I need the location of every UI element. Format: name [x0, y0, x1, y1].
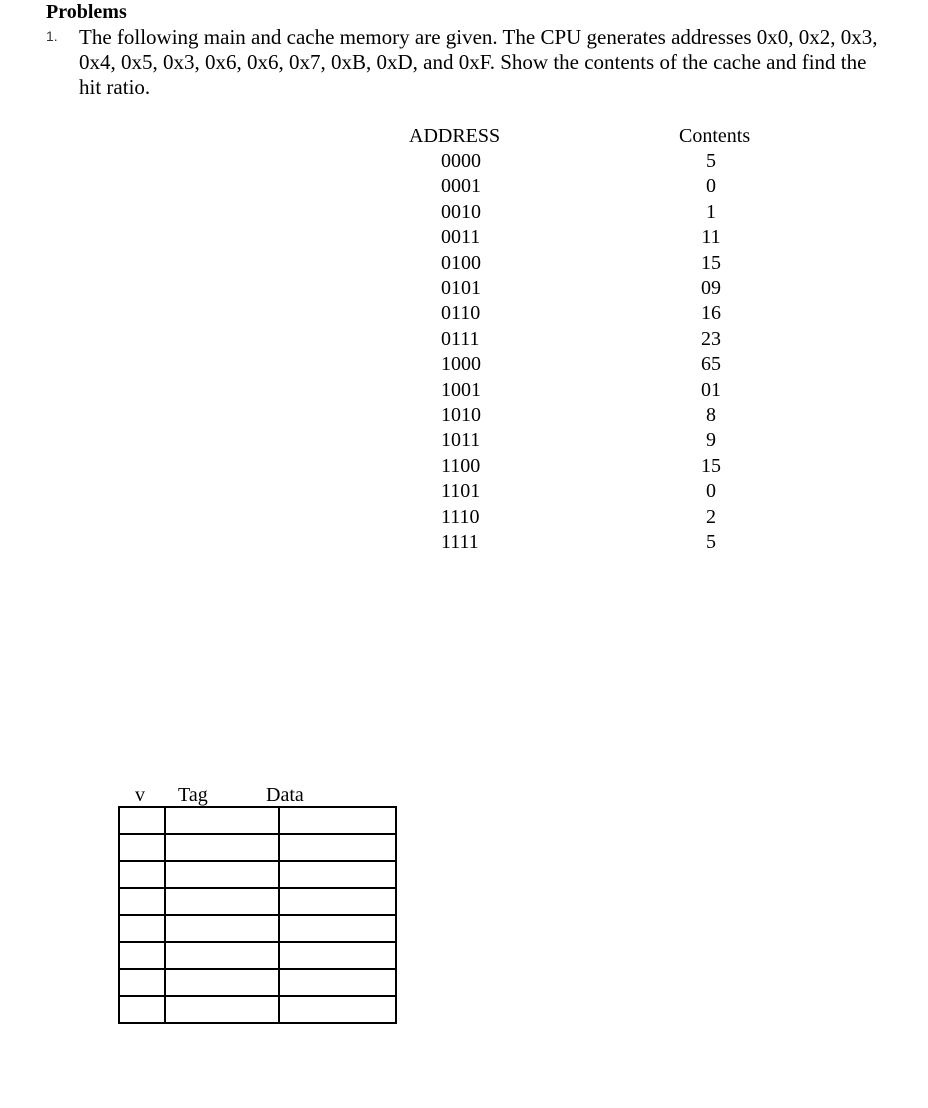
- cache-data-cell: [279, 834, 396, 861]
- cache-row: [119, 915, 396, 942]
- memory-contents: 15: [701, 251, 721, 274]
- cache-valid-cell: [119, 861, 165, 888]
- memory-address: 0110: [441, 302, 481, 325]
- memory-contents: 09: [701, 277, 721, 299]
- memory-row: [0, 200, 928, 225]
- memory-contents: 01: [701, 378, 721, 401]
- cache-tag-cell: [165, 969, 279, 996]
- cache-valid-cell: [119, 915, 165, 942]
- section-heading: Problems: [46, 1, 127, 23]
- memory-address: 1101: [441, 480, 481, 503]
- memory-row: [0, 276, 928, 301]
- cache-tag-cell: [165, 861, 279, 888]
- memory-address: 0111: [441, 327, 480, 350]
- memory-row: [0, 174, 928, 199]
- cache-valid-label: v: [135, 784, 145, 806]
- memory-address: 0101: [441, 277, 481, 299]
- memory-address: 1110: [441, 505, 480, 528]
- cache-data-cell: [279, 888, 396, 915]
- memory-contents: 16: [701, 302, 721, 325]
- cache-row: [119, 834, 396, 861]
- contents-column-header: Contents: [679, 125, 751, 147]
- cache-table: [118, 806, 397, 1024]
- cache-tag-cell: [165, 942, 279, 969]
- cache-data-cell: [279, 996, 396, 1023]
- cache-tag-label: Tag: [178, 784, 208, 806]
- memory-row: [0, 225, 928, 250]
- memory-address: 1011: [441, 429, 481, 452]
- memory-row: [0, 530, 928, 555]
- cache-row: [119, 942, 396, 969]
- cache-row: [119, 996, 396, 1023]
- memory-contents: 65: [701, 353, 721, 376]
- cache-tag-cell: [165, 915, 279, 942]
- memory-contents: 0: [706, 480, 716, 503]
- memory-row: [0, 479, 928, 504]
- cache-tag-cell: [165, 888, 279, 915]
- cache-row: [119, 969, 396, 996]
- memory-contents: 11: [701, 226, 721, 249]
- cache-row: [119, 861, 396, 888]
- cache-valid-cell: [119, 996, 165, 1023]
- cache-valid-cell: [119, 969, 165, 996]
- cache-row: [119, 807, 396, 834]
- memory-contents: 5: [706, 531, 716, 553]
- memory-address: 0001: [441, 175, 481, 198]
- cache-data-cell: [279, 861, 396, 888]
- cache-valid-cell: [119, 807, 165, 834]
- memory-row: [0, 352, 928, 377]
- memory-row: [0, 428, 928, 453]
- memory-row: [0, 251, 928, 276]
- memory-address: 0100: [441, 251, 481, 274]
- memory-address: 1100: [441, 454, 481, 477]
- memory-contents: 15: [701, 454, 721, 477]
- cache-valid-cell: [119, 888, 165, 915]
- memory-address: 1001: [441, 378, 481, 401]
- memory-address: 1010: [441, 404, 481, 426]
- memory-contents: 9: [706, 429, 716, 452]
- cache-valid-cell: [119, 942, 165, 969]
- memory-address: 0010: [441, 200, 481, 223]
- memory-row: [0, 327, 928, 352]
- cache-data-label: Data: [266, 784, 304, 806]
- memory-address: 1111: [441, 531, 479, 553]
- memory-address: 0000: [441, 150, 481, 172]
- memory-row: [0, 505, 928, 530]
- memory-address: 0011: [441, 226, 481, 249]
- memory-contents: 23: [701, 327, 721, 350]
- memory-contents: 5: [706, 150, 716, 172]
- memory-contents: 8: [706, 404, 716, 426]
- memory-row: [0, 378, 928, 403]
- problem-text: The following main and cache memory are given. The CPU generates addresses 0x0, 0x2, 0x3, 0x4, 0x5, 0x3, 0x6, 0x6, 0x7, 0xB, 0xD, and 0xF. Show the contents of the cache and find the hit ratio.: [79, 25, 878, 99]
- cache-tag-cell: [165, 996, 279, 1023]
- cache-data-cell: [279, 807, 396, 834]
- memory-row: [0, 403, 928, 428]
- cache-tag-cell: [165, 807, 279, 834]
- problem-number: 1.: [46, 28, 58, 44]
- cache-data-cell: [279, 969, 396, 996]
- memory-row: [0, 149, 928, 174]
- memory-row: [0, 454, 928, 479]
- memory-contents: 1: [706, 200, 716, 223]
- cache-row: [119, 888, 396, 915]
- cache-tag-cell: [165, 834, 279, 861]
- cache-valid-cell: [119, 834, 165, 861]
- memory-contents: 0: [706, 175, 716, 198]
- memory-address: 1000: [441, 353, 481, 376]
- cache-data-cell: [279, 915, 396, 942]
- cache-data-cell: [279, 942, 396, 969]
- memory-contents: 2: [706, 505, 716, 528]
- address-column-header: ADDRESS: [409, 125, 501, 147]
- memory-row: [0, 301, 928, 326]
